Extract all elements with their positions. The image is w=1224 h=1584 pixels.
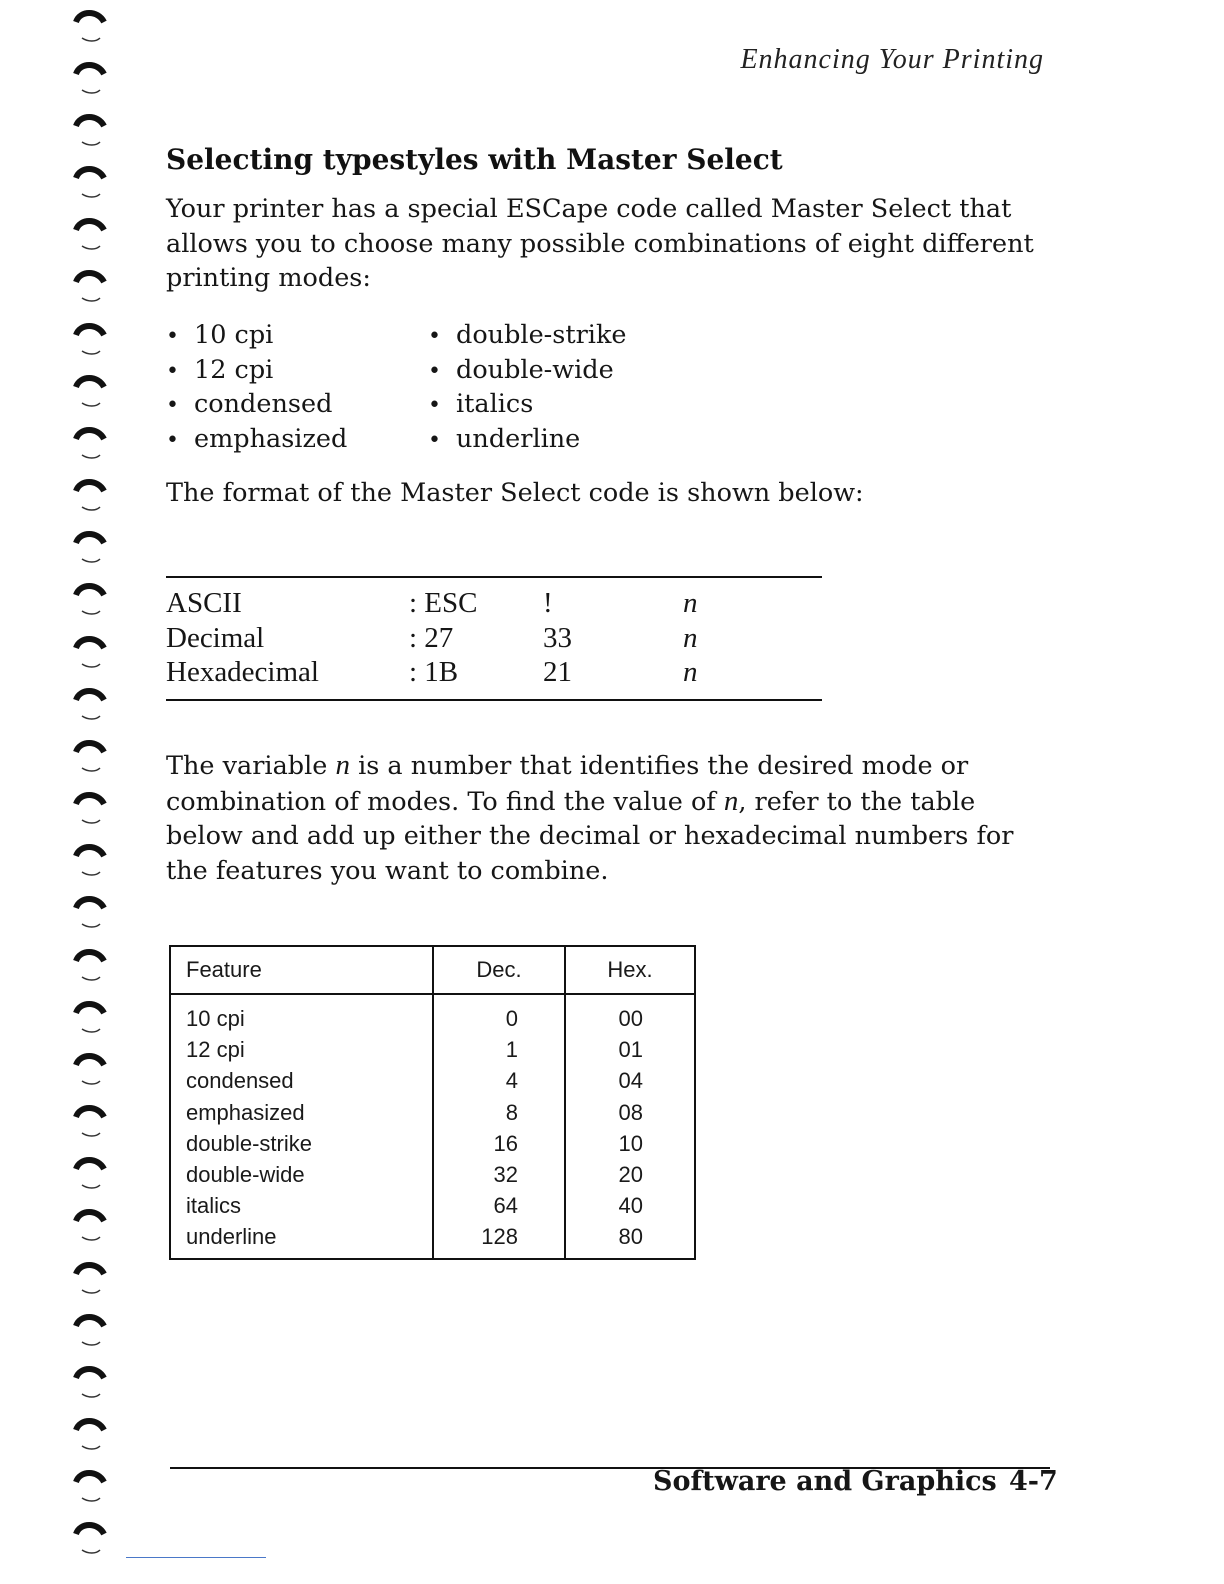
format-value: 33 — [543, 621, 572, 654]
list-item — [428, 353, 726, 388]
cell-hex: 08 — [565, 1097, 695, 1128]
intro-paragraph: Your printer has a special ESCape code called Master Select that allows you to choose many possible combinations of eight different printing modes: — [166, 194, 1034, 293]
cell-hex: 01 — [565, 1034, 695, 1065]
format-lead-text: The format of the Master Select code is shown below: — [166, 478, 864, 508]
mode-label: 10 cpi — [194, 320, 274, 350]
table-row — [170, 1034, 695, 1065]
mode-label: emphasized — [194, 423, 348, 454]
bullet-icon: • — [166, 427, 179, 453]
format-variable: n — [683, 587, 698, 619]
variable-explanation — [166, 748, 1046, 888]
header-hex: Hex. — [565, 946, 695, 994]
variable-n: n — [335, 749, 350, 781]
format-variable: n — [683, 656, 698, 688]
text-run: , refer to the table below and add up either the decimal or hexadecimal numbers for the features you want to combine. — [166, 786, 1014, 886]
spiral-binding — [0, 0, 130, 1584]
bullet-icon: • — [428, 427, 441, 453]
variable-n: n — [723, 784, 739, 817]
cell-dec: 4 — [433, 1065, 565, 1096]
cell-feature: condensed — [170, 1065, 433, 1096]
mode-label: underline — [456, 423, 581, 454]
table-row — [170, 1221, 695, 1258]
cell-feature: double-wide — [170, 1159, 433, 1190]
format-code: : 1B — [409, 656, 459, 688]
mode-label: italics — [456, 389, 534, 419]
cell-dec: 1 — [433, 1034, 565, 1065]
table-row — [170, 994, 695, 1034]
table-row — [170, 1159, 695, 1190]
master-select-format-table — [166, 576, 822, 701]
divider — [126, 1557, 266, 1558]
cell-dec: 64 — [433, 1190, 565, 1221]
cell-hex: 04 — [565, 1065, 695, 1096]
cell-dec: 16 — [433, 1128, 565, 1159]
cell-hex: 10 — [565, 1128, 695, 1159]
page-number: 4-7 — [1009, 1466, 1058, 1497]
format-label: ASCII — [166, 587, 242, 619]
format-row-ascii — [166, 586, 822, 621]
binding-rings-icon — [68, 0, 116, 1584]
cell-hex: 80 — [565, 1221, 695, 1258]
table-row — [170, 1097, 695, 1128]
format-value: ! — [543, 587, 553, 619]
cell-hex: 00 — [565, 994, 695, 1034]
table-row — [170, 1190, 695, 1221]
mode-label: 12 cpi — [194, 354, 274, 385]
bullet-icon: • — [428, 324, 441, 349]
cell-feature: emphasized — [170, 1097, 433, 1128]
bullet-icon: • — [166, 324, 179, 349]
cell-dec: 0 — [433, 994, 565, 1034]
list-item — [428, 318, 726, 353]
section-title: Selecting typestyles with Master Select — [166, 143, 783, 176]
format-row-decimal — [166, 621, 822, 656]
format-row-hexadecimal — [166, 655, 822, 690]
cell-hex: 20 — [565, 1159, 695, 1190]
mode-label: condensed — [194, 389, 333, 419]
footer-section-title: Software and Graphics — [653, 1466, 997, 1497]
cell-feature: 12 cpi — [170, 1034, 433, 1065]
text-run: The variable — [166, 751, 336, 781]
list-item — [166, 422, 428, 457]
printing-modes-list — [166, 318, 726, 458]
running-head: Enhancing Your Printing — [740, 44, 1044, 75]
cell-feature: italics — [170, 1190, 433, 1221]
header-dec: Dec. — [433, 946, 565, 994]
format-label: Decimal — [166, 621, 265, 654]
cell-feature: 10 cpi — [170, 994, 433, 1034]
cell-feature: underline — [170, 1221, 433, 1258]
cell-hex: 40 — [565, 1190, 695, 1221]
mode-label: double-wide — [456, 354, 614, 385]
format-label: Hexadecimal — [166, 656, 319, 688]
header-feature: Feature — [170, 946, 433, 994]
format-code: : 27 — [409, 621, 454, 654]
text-run: is a number that identifies the desired mode or combination of modes. To find the value of — [166, 751, 969, 817]
list-item — [166, 387, 428, 422]
mode-label: double-strike — [456, 320, 627, 350]
format-variable: n — [683, 621, 698, 654]
bullet-icon: • — [166, 358, 179, 384]
format-code: : ESC — [409, 587, 478, 619]
table-header-row — [170, 946, 695, 994]
feature-values-table — [169, 945, 696, 1260]
list-item — [166, 353, 428, 388]
list-item — [428, 422, 726, 457]
table-row — [170, 1065, 695, 1096]
table-row — [170, 1128, 695, 1159]
list-item — [428, 387, 726, 422]
bullet-icon: • — [166, 393, 179, 418]
bullet-icon: • — [428, 393, 441, 418]
cell-dec: 128 — [433, 1221, 565, 1258]
cell-dec: 8 — [433, 1097, 565, 1128]
list-item — [166, 318, 428, 353]
cell-feature: double-strike — [170, 1128, 433, 1159]
bullet-icon: • — [428, 358, 441, 384]
cell-dec: 32 — [433, 1159, 565, 1190]
format-value: 21 — [543, 656, 572, 688]
